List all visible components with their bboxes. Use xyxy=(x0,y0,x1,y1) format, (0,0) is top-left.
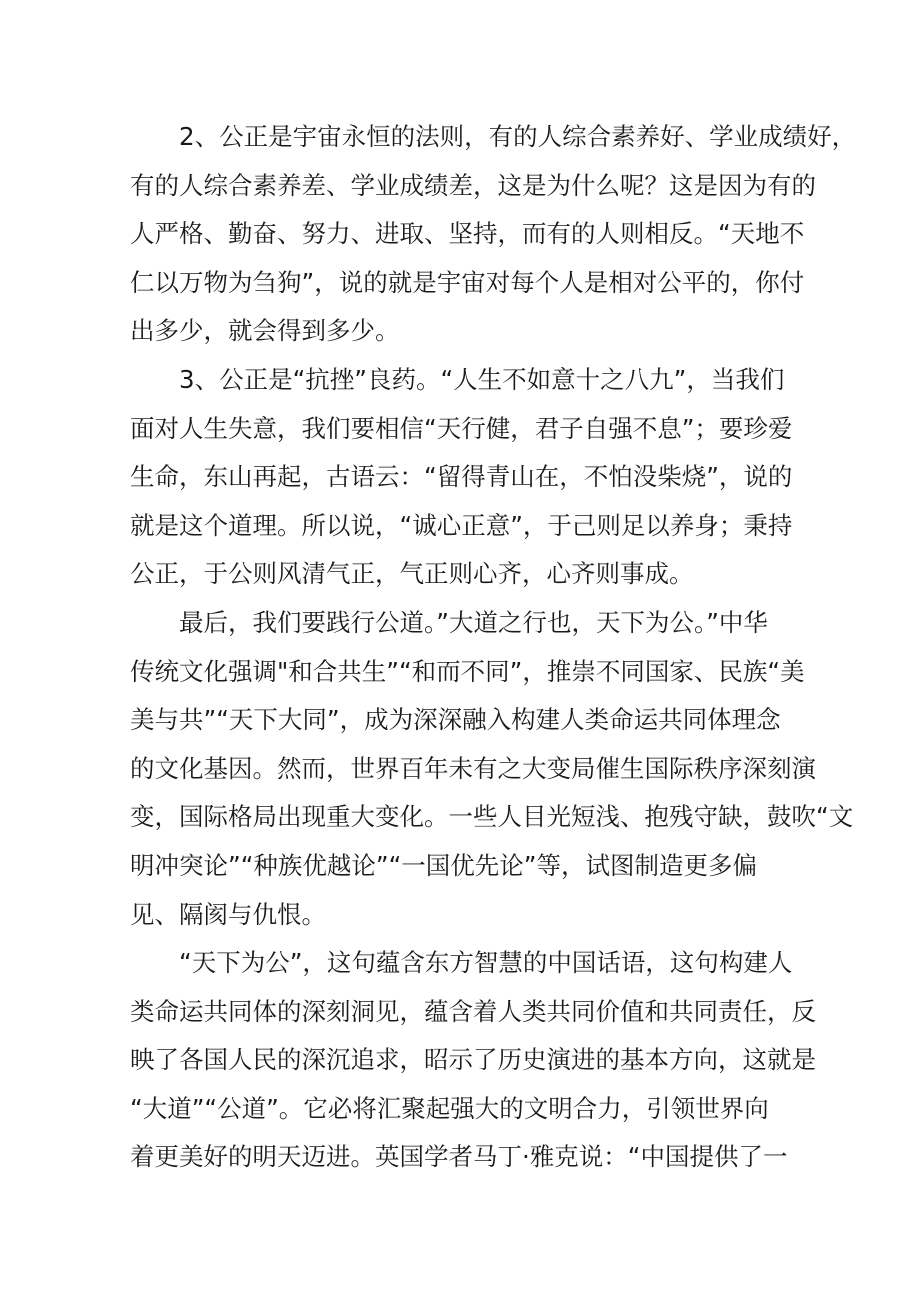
text-line: 生命，东山再起，古语云：“留得青山在，不怕没柴烧”，说的 xyxy=(130,462,793,492)
text-line: 公正，于公则风清气正，气正则心齐，心齐则事成。 xyxy=(130,559,694,589)
text-line: 见、隔阂与仇恨。 xyxy=(130,899,326,929)
text-line: 美与共”“天下大同”，成为深深融入构建人类命运共同体理念 xyxy=(130,705,781,735)
text-line: 出多少，就会得到多少。 xyxy=(130,316,400,346)
text-line: 人严格、勤奋、努力、进取、坚持，而有的人则相反。“天地不 xyxy=(130,219,805,249)
text-line: 面对人生失意，我们要相信“天行健，君子自强不息”；要珍爱 xyxy=(130,413,793,443)
text-line: 仁以万物为刍狗”，说的就是宇宙对每个人是相对公平的，你付 xyxy=(130,267,805,297)
text-line: 映了各国人民的深沉追求，昭示了历史演进的基本方向，这就是 xyxy=(130,1045,816,1075)
text-line: 传统文化强调"和合共生”“和而不同”，推崇不同国家、民族“美 xyxy=(130,656,805,686)
document-body xyxy=(130,113,857,1182)
text-line: “大道”“公道”。它必将汇聚起强大的文明合力，引领世界向 xyxy=(130,1093,769,1123)
text-line: 最后，我们要践行公道。”大道之行也，天下为公。”中华 xyxy=(179,607,768,637)
text-line: 着更美好的明天迈进。英国学者马丁·雅克说：“中国提供了一 xyxy=(130,1142,788,1172)
text-line: 的文化基因。然而，世界百年未有之大变局催生国际秩序深刻演 xyxy=(130,753,816,783)
text-line: “天下为公”，这句蕴含东方智慧的中国话语，这句构建人 xyxy=(179,948,793,978)
paragraph-justice-universal-law xyxy=(130,113,857,356)
text-line: 3、公正是“抗挫”良药。“人生不如意十之八九”，当我们 xyxy=(179,364,785,394)
text-line: 就是这个道理。所以说，“诚心正意”，于己则足以养身；秉持 xyxy=(130,510,793,540)
paragraph-practice-public-way xyxy=(130,599,854,939)
paragraph-world-for-all xyxy=(130,939,816,1182)
text-line: 有的人综合素养差、学业成绩差，这是为什么呢？这是因为有的 xyxy=(130,170,816,200)
text-line: 类命运共同体的深刻洞见，蕴含着人类共同价值和共同责任，反 xyxy=(130,996,816,1026)
text-line: 2、公正是宇宙永恒的法则，有的人综合素养好、学业成绩好， xyxy=(179,122,857,151)
text-line: 明冲突论”“种族优越论”“一国优先论”等，试图制造更多偏 xyxy=(130,850,757,880)
text-line: 变，国际格局出现重大变化。一些人目光短浅、抱残守缺，鼓吹“文 xyxy=(130,802,854,832)
paragraph-justice-resilience xyxy=(130,356,802,599)
